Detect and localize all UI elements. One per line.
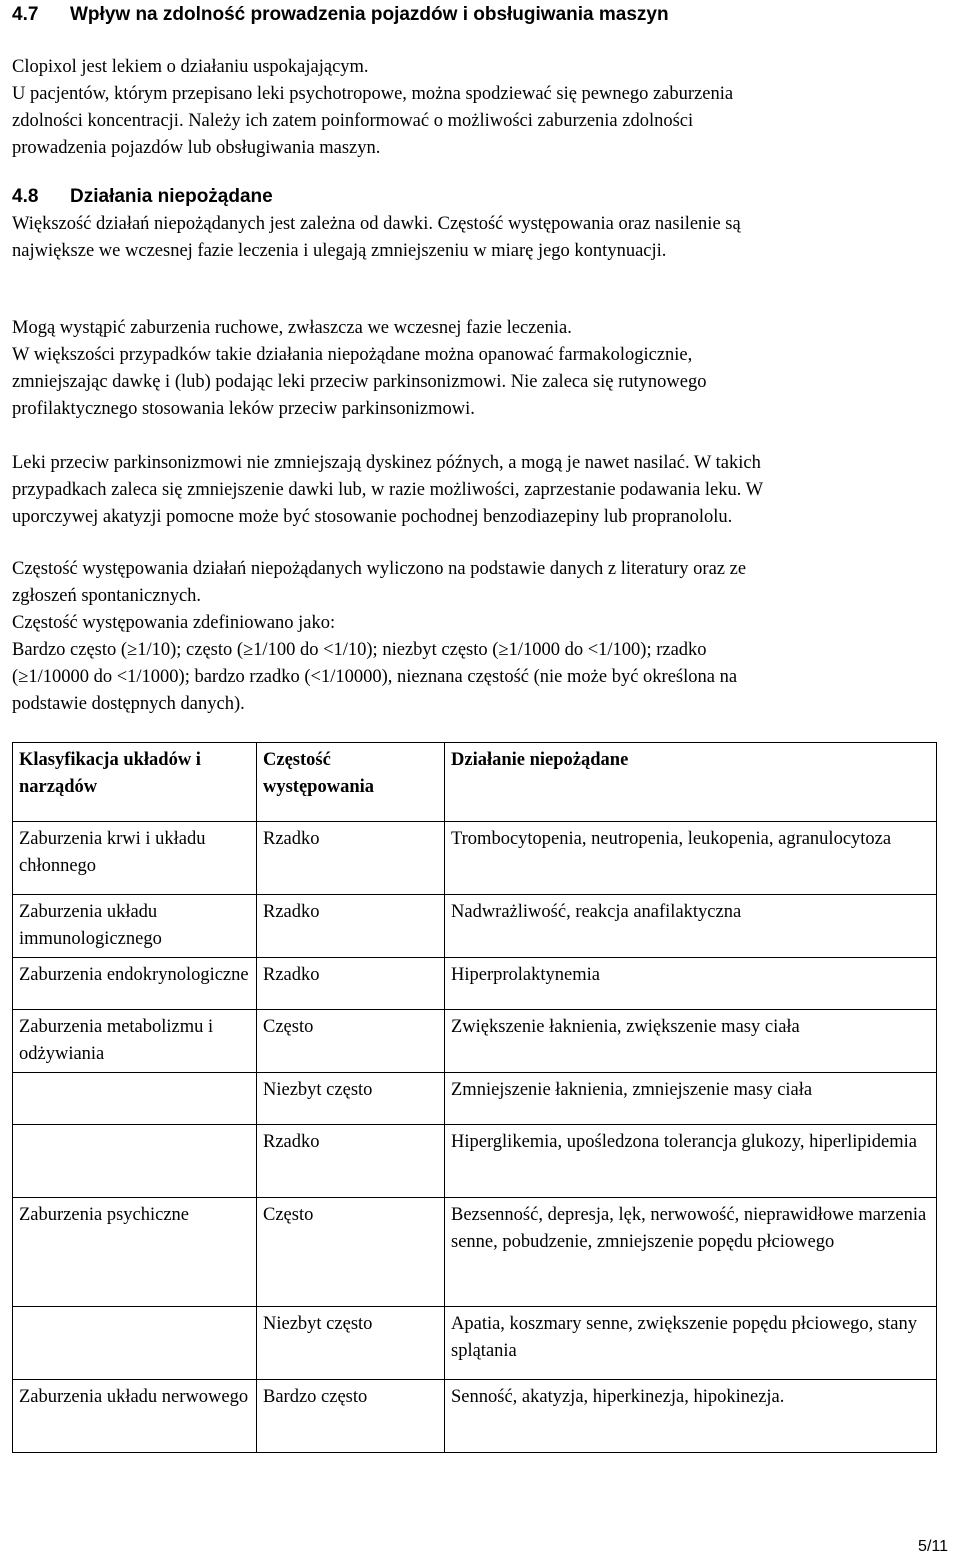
section-title: Wpływ na zdolność prowadzenia pojazdów i obsługiwania maszyn — [70, 4, 669, 25]
frequency-cell: Rzadko — [257, 1125, 445, 1198]
section-4-8-paragraph-3 — [12, 450, 948, 531]
adverse-effect-cell: Nadwrażliwość, reakcja anafilaktyczna — [445, 895, 937, 958]
organ-class-cell: Zaburzenia psychiczne — [13, 1198, 257, 1307]
text-line: W większości przypadków takie działania niepożądane można opanować farmakologicznie, — [12, 345, 693, 365]
header-adverse-effect: Działanie niepożądane — [445, 743, 937, 822]
text-line: zdolności koncentracji. Należy ich zatem poinformować o możliwości zaburzenia zdolności — [12, 111, 694, 131]
text-line: zgłoszeń spontanicznych. — [12, 586, 202, 606]
text-line: U pacjentów, którym przepisano leki psychotropowe, można spodziewać się pewnego zaburzenia — [12, 84, 734, 104]
frequency-cell: Niezbyt często — [257, 1307, 445, 1380]
frequency-cell: Rzadko — [257, 958, 445, 1010]
adverse-effect-cell: Zmniejszenie łaknienia, zmniejszenie masy ciała — [445, 1073, 937, 1125]
text-line: Bardzo często (≥1/10); często (≥1/100 do <1/10); niezbyt często (≥1/1000 do <1/100); rzadko — [12, 640, 707, 660]
text-line: podstawie dostępnych danych). — [12, 694, 245, 714]
text-line: Większość działań niepożądanych jest zależna od dawki. Częstość występowania oraz nasilenie są — [12, 214, 741, 234]
organ-class-cell: Zaburzenia krwi i układu chłonnego — [13, 822, 257, 895]
section-heading-4-8 — [12, 184, 273, 210]
adverse-effect-cell: Zwiększenie łaknienia, zwiększenie masy ciała — [445, 1010, 937, 1073]
table-row — [13, 1073, 937, 1125]
frequency-cell: Rzadko — [257, 822, 445, 895]
frequency-cell: Bardzo często — [257, 1380, 445, 1453]
frequency-cell: Często — [257, 1198, 445, 1307]
section-4-8-paragraph-4 — [12, 556, 948, 718]
section-number: 4.8 — [12, 186, 39, 207]
text-line: zmniejszając dawkę i (lub) podając leki przeciw parkinsonizmowi. Nie zaleca się rutynowego — [12, 372, 707, 392]
frequency-cell: Często — [257, 1010, 445, 1073]
table-header-row — [13, 743, 937, 822]
text-line: Leki przeciw parkinsonizmowi nie zmniejszają dyskinez późnych, a mogą je nawet nasilać. W takich — [12, 453, 761, 473]
frequency-cell: Rzadko — [257, 895, 445, 958]
organ-class-cell: Zaburzenia układu immunologicznego — [13, 895, 257, 958]
adverse-effect-cell: Hiperprolaktynemia — [445, 958, 937, 1010]
section-title: Działania niepożądane — [70, 186, 273, 207]
table-row — [13, 1125, 937, 1198]
page-number: 5/11 — [918, 1538, 948, 1555]
text-line: Clopixol jest lekiem o działaniu uspokajającym. — [12, 57, 369, 77]
table-row — [13, 1307, 937, 1380]
header-frequency: Częstość występowania — [257, 743, 445, 822]
text-line: przypadkach zaleca się zmniejszenie dawki lub, w razie możliwości, zaprzestanie podawania leku. W — [12, 480, 764, 500]
table-row — [13, 1010, 937, 1073]
text-line: Częstość występowania zdefiniowano jako: — [12, 613, 336, 633]
section-4-8-paragraph-1 — [12, 211, 948, 265]
text-line: prowadzenia pojazdów lub obsługiwania maszyn. — [12, 138, 381, 158]
adverse-effect-cell: Bezsenność, depresja, lęk, nerwowość, nieprawidłowe marzenia senne, pobudzenie, zmniejszenie popędu płciowego — [445, 1198, 937, 1307]
text-line: Częstość występowania działań niepożądanych wyliczono na podstawie danych z literatury oraz ze — [12, 559, 747, 579]
organ-class-cell — [13, 1073, 257, 1125]
adverse-effects-table — [12, 742, 937, 1453]
organ-class-cell: Zaburzenia układu nerwowego — [13, 1380, 257, 1453]
table-row — [13, 1198, 937, 1307]
table-row — [13, 1380, 937, 1453]
adverse-effect-cell: Hiperglikemia, upośledzona tolerancja glukozy, hiperlipidemia — [445, 1125, 937, 1198]
table-row — [13, 822, 937, 895]
adverse-effect-cell: Senność, akatyzja, hiperkinezja, hipokinezja. — [445, 1380, 937, 1453]
text-line: największe we wczesnej fazie leczenia i ulegają zmniejszeniu w miarę jego kontynuacji. — [12, 241, 667, 261]
section-heading-4-7 — [12, 2, 669, 28]
text-line: profilaktycznego stosowania leków przeciw parkinsonizmowi. — [12, 399, 475, 419]
table-row — [13, 895, 937, 958]
text-line: uporczywej akatyzji pomocne może być stosowanie pochodnej benzodiazepiny lub propranololu. — [12, 507, 733, 527]
section-4-7-paragraph — [12, 54, 948, 162]
section-number: 4.7 — [12, 4, 39, 25]
header-organ-class: Klasyfikacja układów i narządów — [13, 743, 257, 822]
organ-class-cell — [13, 1307, 257, 1380]
organ-class-cell: Zaburzenia endokrynologiczne — [13, 958, 257, 1010]
table-row — [13, 958, 937, 1010]
adverse-effect-cell: Trombocytopenia, neutropenia, leukopenia, agranulocytoza — [445, 822, 937, 895]
text-line: (≥1/10000 do <1/1000); bardzo rzadko (<1/10000), nieznana częstość (nie może być określona na — [12, 667, 738, 687]
adverse-effect-cell: Apatia, koszmary senne, zwiększenie popędu płciowego, stany splątania — [445, 1307, 937, 1380]
organ-class-cell — [13, 1125, 257, 1198]
organ-class-cell: Zaburzenia metabolizmu i odżywiania — [13, 1010, 257, 1073]
text-line: Mogą wystąpić zaburzenia ruchowe, zwłaszcza we wczesnej fazie leczenia. — [12, 318, 572, 338]
section-4-8-paragraph-2 — [12, 315, 948, 423]
frequency-cell: Niezbyt często — [257, 1073, 445, 1125]
